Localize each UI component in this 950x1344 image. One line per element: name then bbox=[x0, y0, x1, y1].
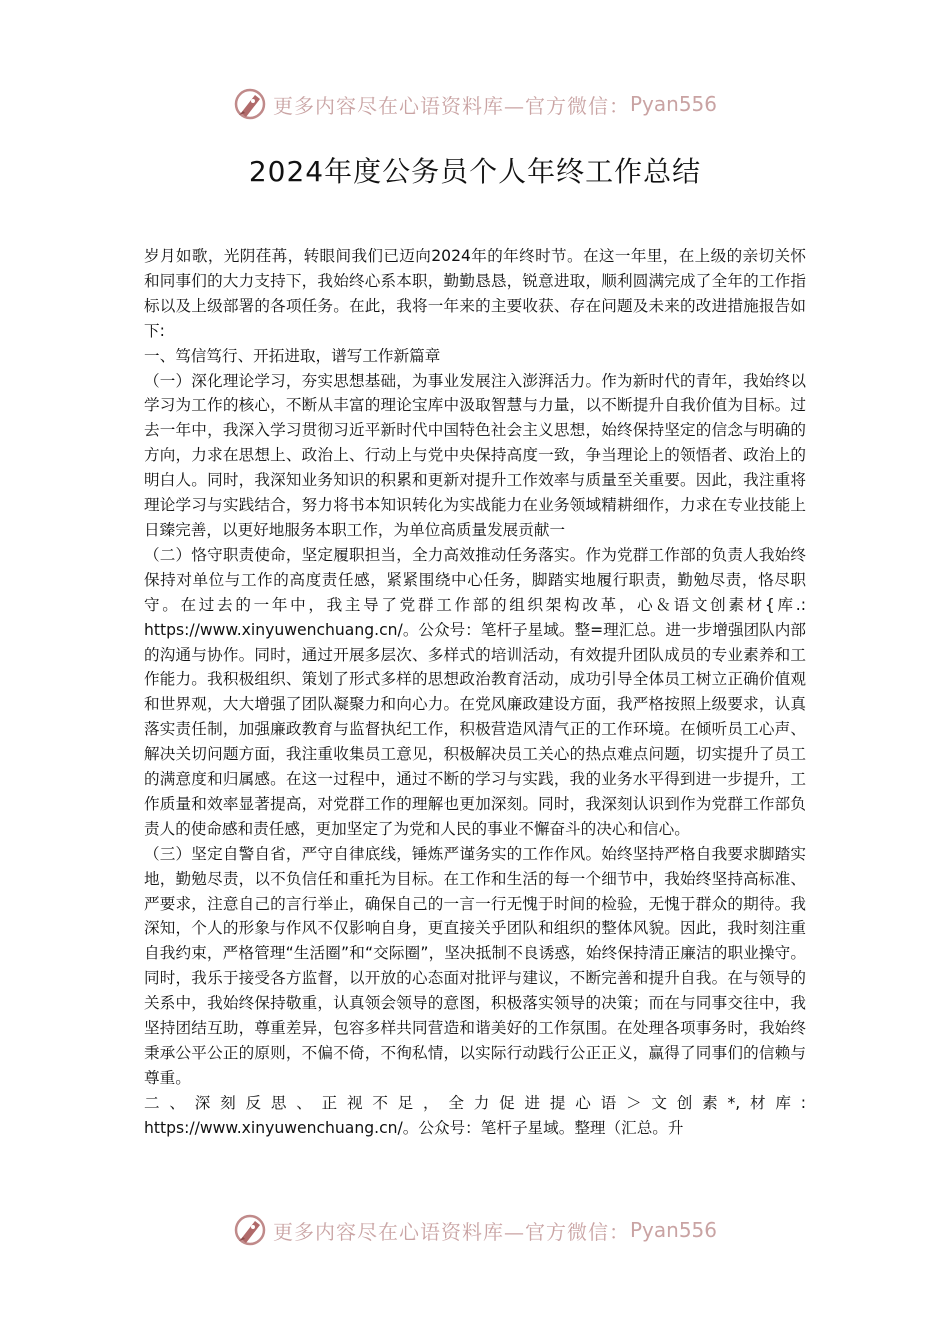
section-heading-2: 二、深刻反思、正视不足，全力促进提心语＞文创素*,材库: https://www.xinyuwenchuang.cn/。公众号：笔杆子星域。整理（汇总。升 bbox=[144, 1093, 806, 1137]
watermark-text: 更多内容尽在心语资料库—官方微信： bbox=[272, 93, 630, 118]
pen-logo-icon bbox=[233, 87, 267, 121]
pen-logo-icon bbox=[233, 1213, 267, 1247]
watermark-text: 更多内容尽在心语资料库—官方微信： bbox=[272, 1219, 630, 1244]
document-body bbox=[144, 244, 806, 1141]
document-title: 2024年度公务员个人年终工作总结 bbox=[248, 155, 702, 188]
paragraph-study: （一）深化理论学习，夯实思想基础，为事业发展注入澎湃活力。作为新时代的青年，我始终以学习为工作的核心，不断从丰富的理论宝库中汲取智慧与力量，以不断提升自我价值为目标。过去一年中，我深入学习贯彻习近平新时代中国特色社会主义思想，始终保持坚定的信念与明确的方向，力求在思想上、政治上、行动上与党中央保持高度一致，争当理论上的领悟者、政治上的明白人。同时，我深知业务知识的积累和更新对提升工作效率与质量至关重要。因此，我注重将理论学习与实践结合，努力将书本知识转化为实战能力在业务领域精耕细作，力求在专业技能上日臻完善，以更好地服务本职工作，为单位高质量发展贡献一 bbox=[144, 371, 806, 539]
watermark-banner-top bbox=[0, 84, 950, 124]
paragraph-intro: 岁月如歌，光阴荏苒，转眼间我们已迈向2024年的年终时节。在这一年里，在上级的亲切关怀和同事们的大力支持下，我始终心系本职，勤勤恳恳，锐意进取，顺利圆满完成了全年的工作指标以及上级部署的各项任务。在此，我将一年来的主要收获、存在问题及未来的改进措施报告如下: bbox=[144, 247, 806, 340]
paragraph-duty: （二）恪守职责使命，坚定履职担当，全力高效推动任务落实。作为党群工作部的负责人我始终保持对单位与工作的高度责任感，紧紧围绕中心任务，脚踏实地履行职责，勤勉尽责，恪尽职守。在过去的一年中，我主导了党群工作部的组织架构改革，心＆语文创素材{库.: https://www.xinyuwenchuang.cn/。公众号：笔杆子星域。整=理汇总。进一步增强团队内部的沟通与协作。同时，通过开展多层次、多样式的培训活动，有效提升团队成员的专业素养和工作能力。我积极组织、策划了形式多样的思想政治教育活动，成功引导全体员工树立正确价值观和世界观，大大增强了团队凝聚力和向心力。在党风廉政建设方面，我严格按照上级要求，认真落实责任制，加强廉政教育与监督执纪工作，积极营造风清气正的工作环境。在倾听员工心声、解决关切问题方面，我注重收集员工意见，积极解决员工关心的热点难点问题，切实提升了员工的满意度和归属感。在这一过程中，通过不断的学习与实践，我的业务水平得到进一步提升，工作质量和效率显著提高，对党群工作的理解也更加深刻。同时，我深刻认识到作为党群工作部负责人的使命感和责任感，更加坚定了为党和人民的事业不懈奋斗的决心和信心。 bbox=[144, 545, 806, 838]
watermark-id: Pyan556 bbox=[629, 1218, 717, 1242]
paragraph-discipline: （三）坚定自警自省，严守自律底线，锤炼严谨务实的工作作风。始终坚持严格自我要求脚踏实地，勤勉尽责，以不负信任和重托为目标。在工作和生活的每一个细节中，我始终坚持高标准、严要求，注意自己的言行举止，确保自己的一言一行无愧于时间的检验，无愧于群众的期待。我深知，个人的形象与作风不仅影响自身，更直接关乎团队和组织的整体风貌。因此，我时刻注重自我约束，严格管理“生活圈”和“交际圈”，坚决抵制不良诱惑，始终保持清正廉洁的职业操守。同时，我乐于接受各方监督，以开放的心态面对批评与建议，不断完善和提升自我。在与领导的关系中，我始终保持敬重，认真领会领导的意图，积极落实领导的决策；而在与同事交往中，我坚持团结互助，尊重差异，包容多样共同营造和谐美好的工作氛围。在处理各项事务时，我始终秉承公平公正的原则，不偏不倚，不徇私情，以实际行动践行公正正义，赢得了同事们的信赖与尊重。 bbox=[144, 844, 806, 1087]
watermark-banner-bottom bbox=[0, 1210, 950, 1250]
watermark-id: Pyan556 bbox=[629, 92, 717, 116]
section-heading-1: 一、笃信笃行、开拓进取，谱写工作新篇章 bbox=[144, 346, 441, 365]
